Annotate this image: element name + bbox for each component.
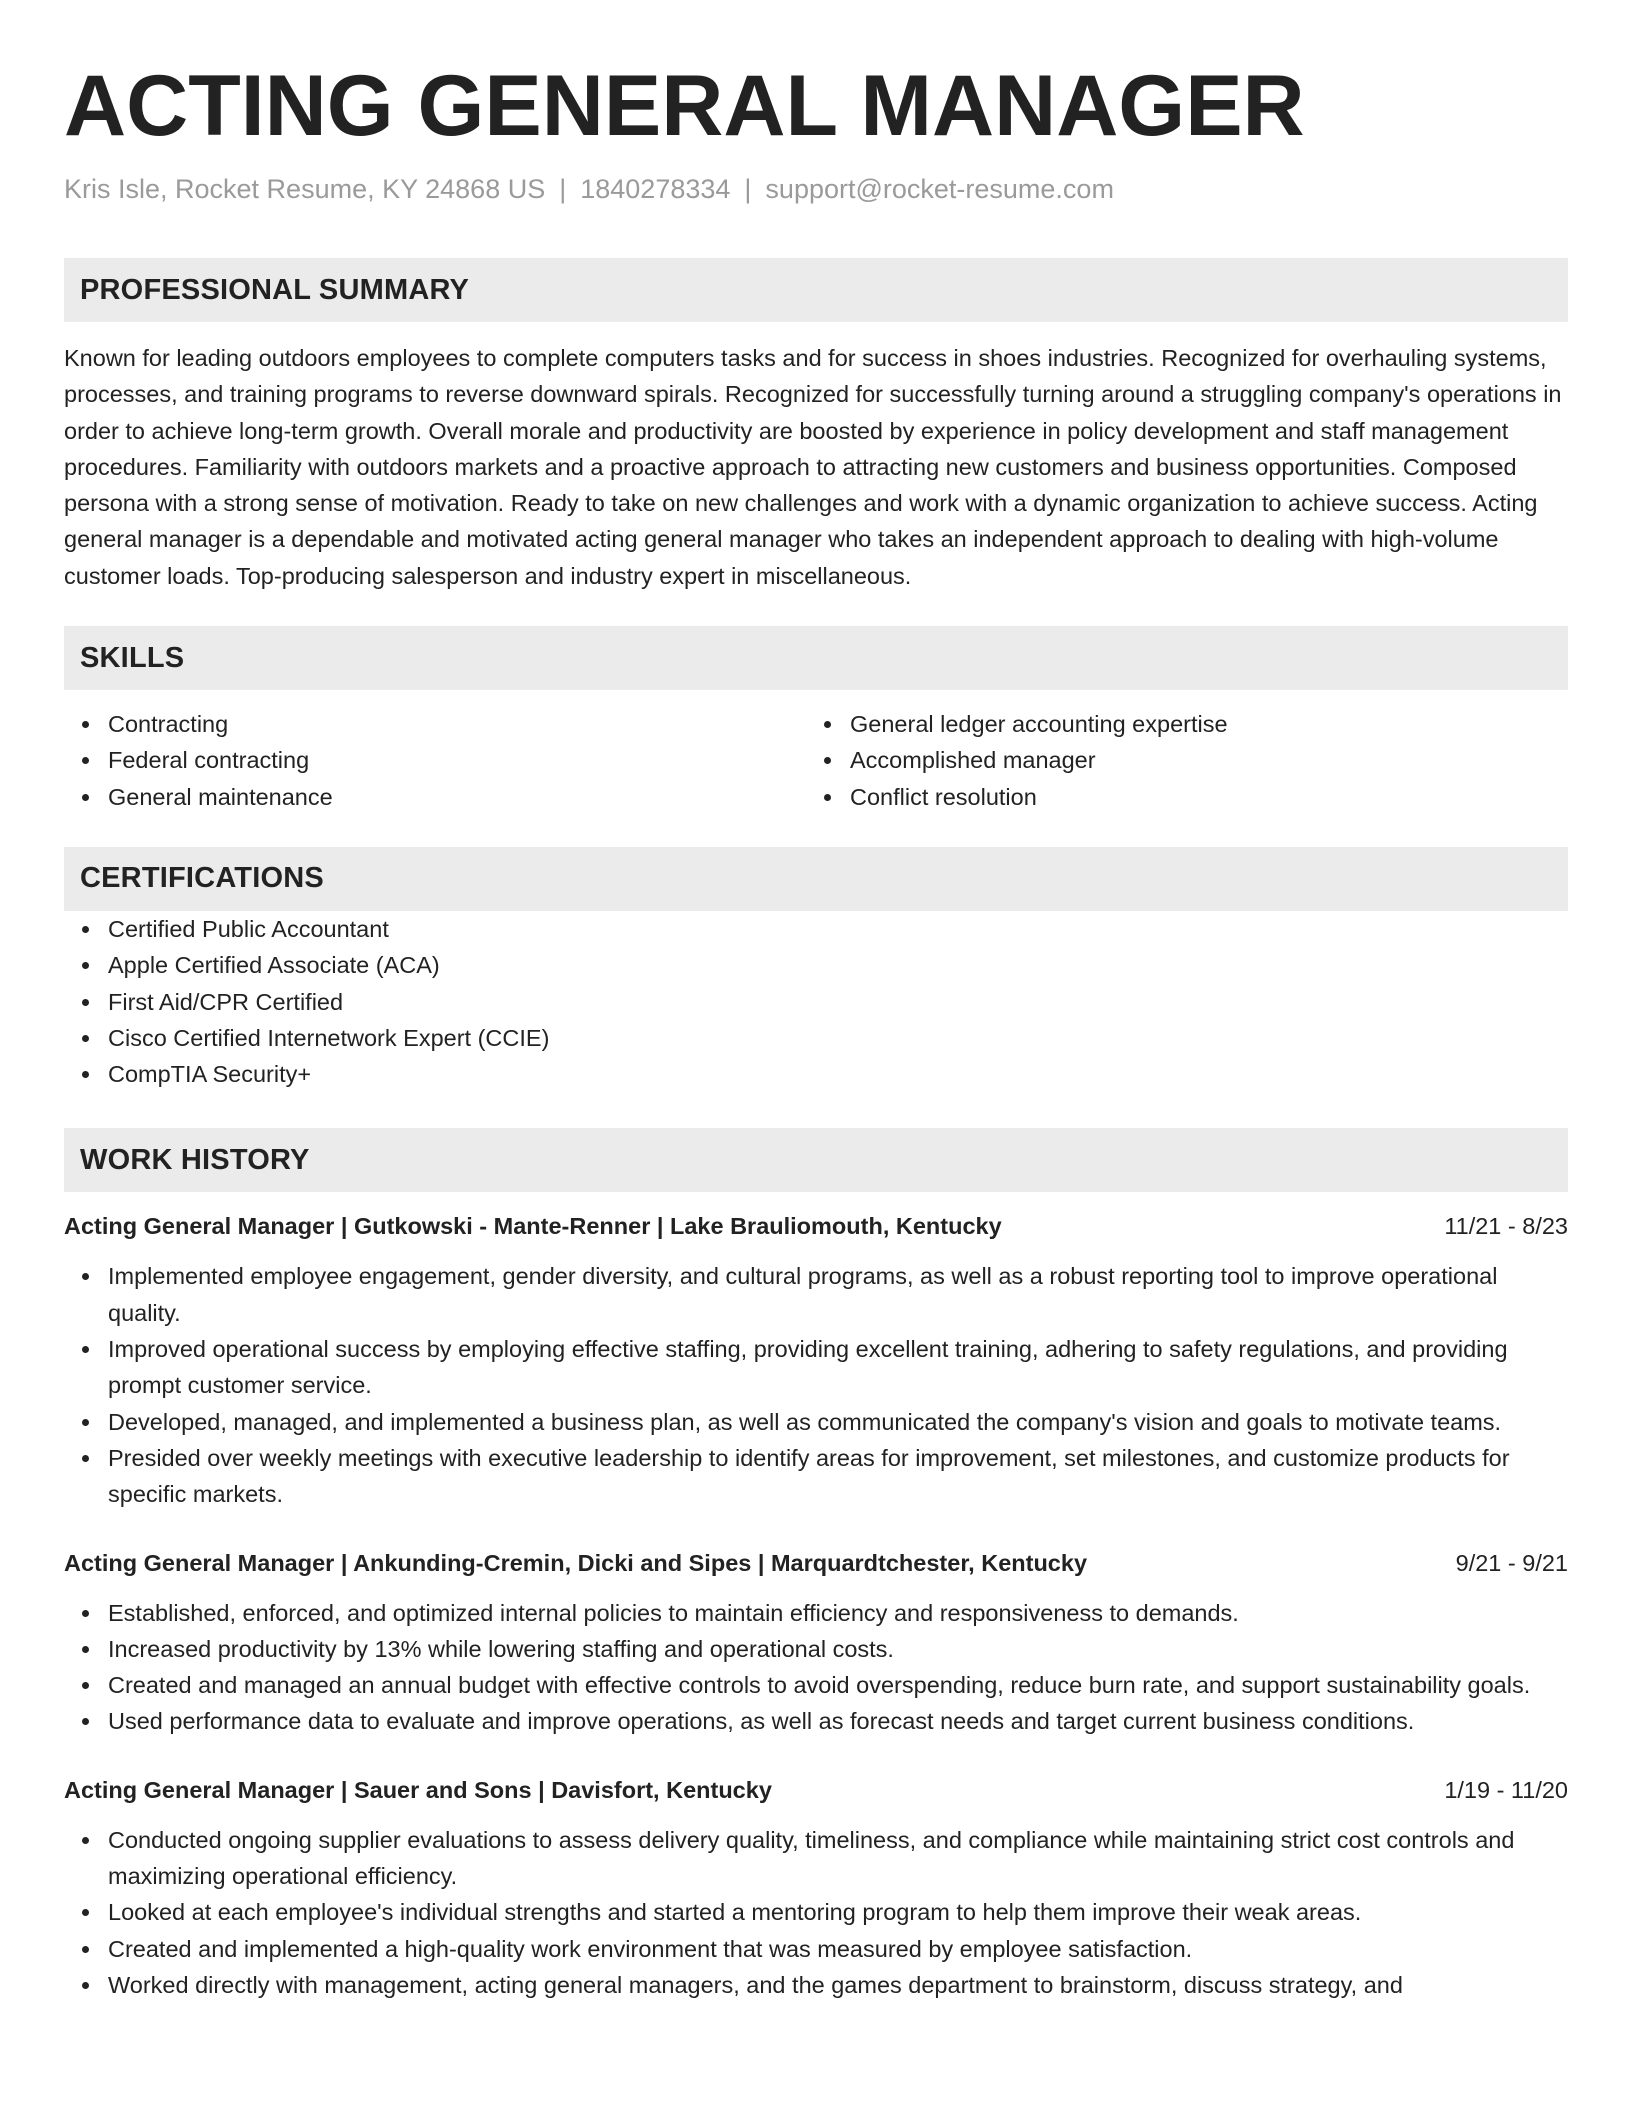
job-header <box>64 1774 1568 1806</box>
contact-separator: | <box>559 174 567 204</box>
section-header-certifications: CERTIFICATIONS <box>64 847 1568 911</box>
job-bullets <box>64 1258 1568 1512</box>
certification-item: Apple Certified Associate (ACA) <box>108 947 1568 983</box>
job-header <box>64 1547 1568 1579</box>
job-bullet: Conducted ongoing supplier evaluations to assess delivery quality, timeliness, and compliance while maintaining strict cost controls and maximizing operational efficiency. <box>108 1822 1568 1895</box>
contact-address: Kris Isle, Rocket Resume, KY 24868 US <box>64 174 546 204</box>
skills-column-right <box>806 706 1548 815</box>
skill-item: Conflict resolution <box>850 779 1548 815</box>
job-bullet: Looked at each employee's individual strengths and started a mentoring program to help them improve their weak areas. <box>108 1894 1568 1930</box>
job-bullet: Worked directly with management, acting general managers, and the games department to brainstorm, discuss strategy, and <box>108 1967 1568 2003</box>
job-entry <box>64 1547 1568 1740</box>
contact-email: support@rocket-resume.com <box>765 174 1114 204</box>
job-title: Acting General Manager | Ankunding-Cremin, Dicki and Sipes | Marquardtchester, Kentucky <box>64 1549 1088 1576</box>
job-header <box>64 1210 1568 1242</box>
contact-separator: | <box>744 174 752 204</box>
skill-item: General maintenance <box>108 779 806 815</box>
job-dates: 9/21 - 9/21 <box>1455 1549 1568 1576</box>
skill-item: Contracting <box>108 706 806 742</box>
job-bullets <box>64 1822 1568 2003</box>
section-header-work-history: WORK HISTORY <box>64 1128 1568 1192</box>
skills-list <box>64 706 1568 815</box>
certifications-list <box>64 911 1568 1092</box>
job-bullet: Improved operational success by employing effective staffing, providing excellent training, adhering to safety regulations, and providing prompt customer service. <box>108 1331 1568 1404</box>
job-title: Acting General Manager | Sauer and Sons | Davisfort, Kentucky <box>64 1776 772 1803</box>
job-bullet: Created and implemented a high-quality work environment that was measured by employee satisfaction. <box>108 1931 1568 1967</box>
job-bullet: Created and managed an annual budget with effective controls to avoid overspending, reduce burn rate, and support sustainability goals. <box>108 1667 1568 1703</box>
job-entry <box>64 1774 1568 2003</box>
certification-item: First Aid/CPR Certified <box>108 984 1568 1020</box>
job-bullet: Implemented employee engagement, gender diversity, and cultural programs, as well as a robust reporting tool to improve operational quality. <box>108 1258 1568 1331</box>
skills-column-left <box>64 706 806 815</box>
section-header-summary: PROFESSIONAL SUMMARY <box>64 258 1568 322</box>
section-header-skills: SKILLS <box>64 626 1568 690</box>
contact-line <box>64 172 1568 206</box>
job-dates: 1/19 - 11/20 <box>1444 1776 1568 1803</box>
resume-title: ACTING GENERAL MANAGER <box>64 58 1305 154</box>
job-dates: 11/21 - 8/23 <box>1444 1213 1568 1240</box>
job-bullet: Used performance data to evaluate and improve operations, as well as forecast needs and target current business conditions. <box>108 1703 1568 1739</box>
certification-item: Certified Public Accountant <box>108 911 1568 947</box>
job-bullet: Presided over weekly meetings with executive leadership to identify areas for improvement, set milestones, and customize products for specific markets. <box>108 1440 1568 1513</box>
contact-phone: 1840278334 <box>580 174 731 204</box>
job-bullets <box>64 1595 1568 1740</box>
job-bullet: Established, enforced, and optimized internal policies to maintain efficiency and responsiveness to demands. <box>108 1595 1568 1631</box>
summary-text: Known for leading outdoors employees to complete computers tasks and for success in shoes industries. Recognized for overhauling systems, processes, and training programs to reverse downward spirals. Recognized for successfully turning around a struggling company's operations in order to achieve long-term growth. Overall morale and productivity are boosted by experience in policy development and staff management procedures. Familiarity with outdoors markets and a proactive approach to attracting new customers and business opportunities. Composed persona with a strong sense of motivation. Ready to take on new challenges and work with a dynamic organization to achieve success. Acting general manager is a dependable and motivated acting general manager who takes an independent approach to dealing with high-volume customer loads. Top-producing salesperson and industry expert in miscellaneous. <box>64 345 1562 589</box>
skill-item: General ledger accounting expertise <box>850 706 1548 742</box>
skill-item: Accomplished manager <box>850 742 1548 778</box>
job-entry <box>64 1210 1568 1512</box>
job-bullet: Increased productivity by 13% while lowering staffing and operational costs. <box>108 1631 1568 1667</box>
job-title: Acting General Manager | Gutkowski - Mante-Renner | Lake Brauliomouth, Kentucky <box>64 1213 1002 1240</box>
job-bullet: Developed, managed, and implemented a business plan, as well as communicated the company's vision and goals to motivate teams. <box>108 1404 1568 1440</box>
certification-item: CompTIA Security+ <box>108 1056 1568 1092</box>
skill-item: Federal contracting <box>108 742 806 778</box>
certification-item: Cisco Certified Internetwork Expert (CCIE) <box>108 1020 1568 1056</box>
